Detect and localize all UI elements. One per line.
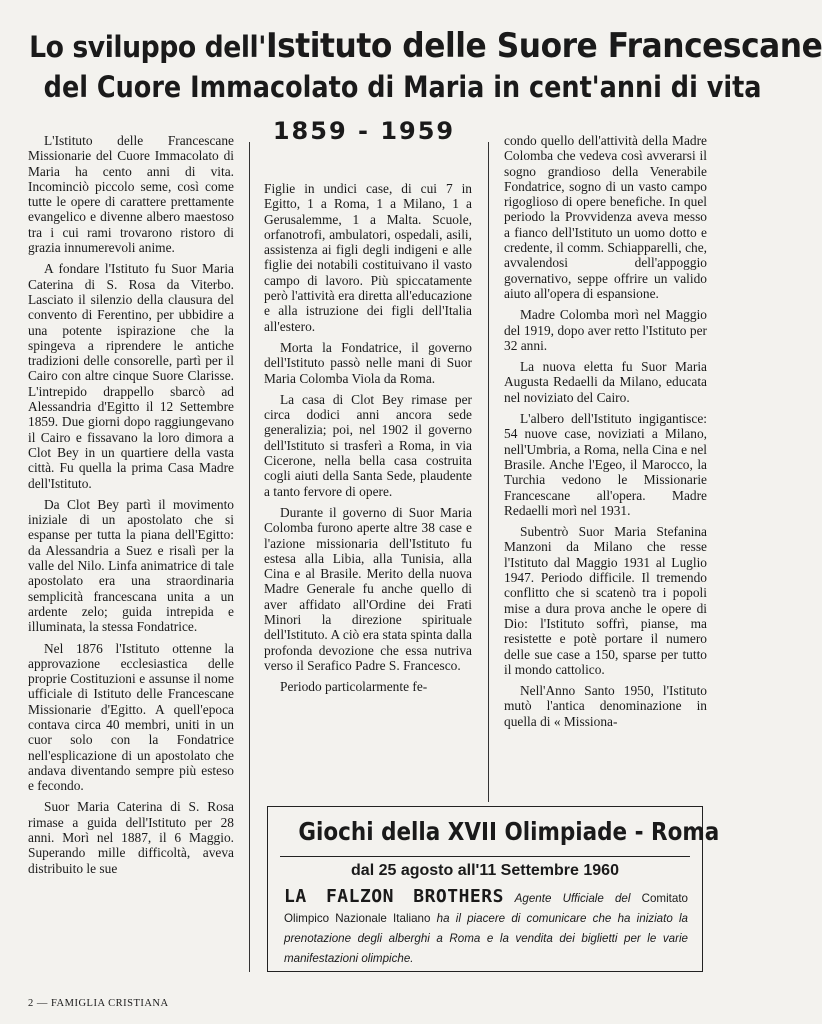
- title-part-b: Istituto delle Suore Francescane: [265, 26, 822, 66]
- paragraph: Morta la Fondatrice, il governo dell'Istituto passò nelle mani di Suor Maria Colomba Viola da Roma.: [264, 339, 472, 386]
- paragraph: Da Clot Bey partì il movimento iniziale di un apostolato che si espanse per tutta la piana dell'Egitto: da Alessandria a Suez e risalì per la valle del Nilo. Linfa animatrice di tale apostolato era una straordinaria semplicità francescana unita a un ardente zelo; guida intrepida e illuminata, la stessa Fondatrice.: [28, 496, 234, 635]
- paragraph: L'albero dell'Istituto ingigantisce: 54 nuove case, noviziati a Milano, nell'Umbria, a Roma, nella Cina e nel Brasile. Anche l'Egeo, il Marocco, la Turchia vedono le Missionarie Francescane all'opera. Madre Redaelli morì nel 1931.: [504, 411, 707, 518]
- magazine-name: FAMIGLIA CRISTIANA: [51, 998, 169, 1009]
- paragraph: Durante il governo di Suor Maria Colomba furono aperte altre 38 case e l'azione missionaria dell'Istituto fu estesa alla Libia, alla Tunisia, alla Cina e al Brasile. Merito della nuova Madre Generale fu anche quello di aver affidato all'Ordine dei Frati Minori la direzione spirituale dell'Istituto. A ciò era stata spinta dalla profonda devozione che essa nutriva verso il Serafico Padre S. Francesco.: [264, 504, 472, 673]
- paragraph: L'Istituto delle Francescane Missionarie del Cuore Immacolato di Maria ha cento anni di vita. Incominciò piccolo seme, così come tutte le opere di carattere prettamente evangelico e divenne albero maestoso tra i cui rami trovarono ristoro di grazia innumerevoli anime.: [28, 133, 234, 256]
- paragraph: Nel 1876 l'Istituto ottenne la approvazione ecclesiastica delle proprie Costituzioni e assunse il nome ufficiale di Istituto delle Francescane Missionarie d'Egitto. A quell'epoca contava circa 40 membri, uniti in un cuor solo con la Fondatrice nell'esplicazione di un apostolato che andava diventando sempre più esteso e fecondo.: [28, 640, 234, 794]
- paragraph: A fondare l'Istituto fu Suor Maria Caterina di S. Rosa da Viterbo. Lasciato il silenzio della clausura del convento di Ferentino, per ubbidire a una potente ispirazione che la spingeva a riprendere le antiche tradizioni delle consorelle, partì per il Cairo con altre cinque Suore Clarisse. L'intrepido drappello sbarcò ad Alessandria d'Egitto il 12 Settembre 1859. Due giorni dopo raggiungevano il Cairo e fissavano la loro dimora a Clot Bey in un quartiere della vasta città. Fu quella la prima Casa Madre dell'Istituto.: [28, 261, 234, 491]
- advert-dates: dal 25 agosto all'11 Settembre 1960: [351, 862, 619, 879]
- advert-body: [284, 887, 688, 969]
- paragraph: Subentrò Suor Maria Stefanina Manzoni da Milano che resse l'Istituto dal Maggio 1931 al Luglio 1947. Periodo difficile. Il tremendo conflitto che si scatenò tra i popoli mise a dura prova anche le opere di Dio: l'Istituto soffrì, pianse, ma resistette e potè portare il numero delle sue case a 150, sparse per tutto il mondo cattolico.: [504, 524, 707, 677]
- paragraph: La nuova eletta fu Suor Maria Augusta Redaelli da Milano, educata nel noviziato del Cairo.: [504, 359, 707, 405]
- article-years: 1859 - 1959: [272, 117, 456, 145]
- column-divider-1: [249, 142, 250, 972]
- olympics-advertisement: [267, 806, 720, 972]
- paragraph: La casa di Clot Bey rimase per circa dodici anni ancora sede generalizia; poi, nel 1902 il governo dell'Istituto si trasferì a Roma, in via Cicerone, nella bella casa costruita cogli aiuti della Santa Sede, plaudente a tanto fervore di opere.: [264, 391, 472, 499]
- footer-separator: —: [36, 998, 48, 1009]
- paragraph: Madre Colomba morì nel Maggio del 1919, dopo aver retto l'Istituto per 32 anni.: [504, 307, 707, 353]
- advert-text-a: Agente Ufficiale del: [514, 892, 631, 905]
- article-column-2: [264, 181, 472, 701]
- paragraph: Suor Maria Caterina di S. Rosa rimase a guida dell'Istituto per 28 anni. Morì nel 1887, il 6 Maggio. Superando mille difficoltà, aveva distribuito le sue: [28, 799, 234, 876]
- paragraph: Figlie in undici case, di cui 7 in Egitto, 1 a Roma, 1 a Milano, 1 a Gerusalemme, 1 a Malta. Scuole, orfanotrofi, ambulatori, ospedali, asili, assistenza ai figli degli indigeni e alle figlie dei notabili costituivano il vasto campo di lavoro. Più spiccatamente però l'attività era diretta all'educazione e alla istruzione dei figli dell'Italia all'estero.: [264, 181, 472, 334]
- paragraph: Nell'Anno Santo 1950, l'Istituto mutò l'antica denominazione in quella di « Missiona-: [504, 683, 707, 729]
- page-footer: [28, 998, 169, 1009]
- column-divider-2: [488, 142, 489, 802]
- advert-text-b: ha il piacere di comunicare che ha iniziato la prenotazione degli alberghi a Roma e la vendita dei biglietti per le varie manifestazioni olimpiche.: [284, 912, 688, 965]
- advert-divider: [280, 856, 690, 857]
- page-number: 2: [28, 998, 34, 1009]
- advert-title: Giochi della XVII Olimpiade - Roma: [298, 817, 720, 846]
- article-column-3: [504, 133, 707, 735]
- article-title-line1: [29, 26, 822, 66]
- article-title-line2: del Cuore Immacolato di Maria in cent'anni di vita: [43, 70, 762, 104]
- advert-org: Comitato Olimpico Nazionale Italiano: [284, 892, 688, 925]
- title-part-a: Lo sviluppo dell': [29, 30, 266, 64]
- article-column-1: [28, 133, 234, 882]
- paragraph: Periodo particolarmente fe-: [280, 679, 428, 695]
- paragraph: condo quello dell'attività della Madre Colomba che vedeva così avverarsi il sogno grandioso della Venerabile Fondatrice, sogno di un vasto campo rigoglioso di opere benefiche. In quel periodo la Provvidenza aveva messo a fianco dell'Istituto un uomo dotto e credente, il comm. Schiapparelli, che, avvalendosi dell'appoggio governativo, seppe offrire un valido aiuto all'opera di espansione.: [504, 133, 707, 301]
- advert-brand: LA FALZON BROTHERS: [284, 886, 504, 907]
